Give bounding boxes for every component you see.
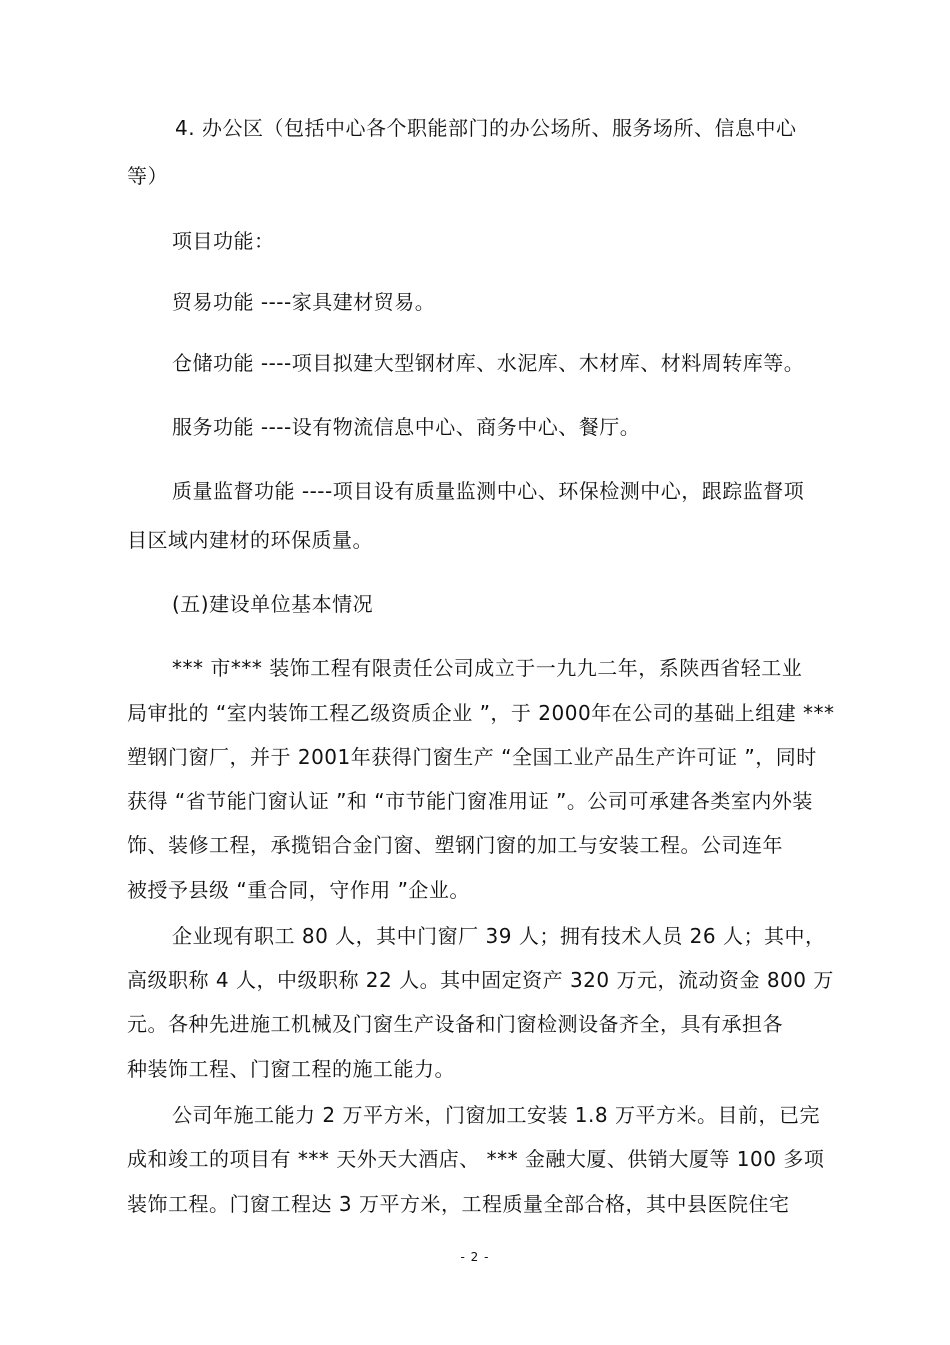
text-line: 目区域内建材的环保质量。 [127,528,373,552]
text-line: 质量监督功能 ----项目设有质量监测中心、环保检测中心，跟踪监督项 [172,479,805,503]
text-line: 项目功能： [172,229,275,253]
section-heading: (五)建设单位基本情况 [172,592,374,616]
text-line: 等） [127,164,168,188]
text-line: 高级职称 4 人，中级职称 22 人。其中固定资产 320 万元，流动资金 800 万 [127,968,834,992]
text-line: 仓储功能 ----项目拟建大型钢材库、水泥库、木材库、材料周转库等。 [172,351,805,375]
text-line: 企业现有职工 80 人，其中门窗厂 39 人；拥有技术人员 26 人；其中， [172,924,826,948]
text-line: 被授予县级 “重合同，守作用 ”企业。 [127,878,470,902]
text-line: 4. 办公区（包括中心各个职能部门的办公场所、服务场所、信息中心 [175,116,797,140]
page-number: - 2 - [460,1250,490,1264]
text-line: 饰、装修工程，承揽铝合金门窗、塑钢门窗的加工与安装工程。公司连年 [127,833,783,857]
text-line: 塑钢门窗厂，并于 2001年获得门窗生产 “全国工业产品生产许可证 ”，同时 [127,745,817,769]
text-line: 局审批的 “室内装饰工程乙级资质企业 ”，于 2000年在公司的基础上组建 *** [127,701,835,725]
text-line: 成和竣工的项目有 *** 天外天大酒店、 *** 金融大厦、供销大厦等 100 多项 [127,1147,825,1171]
text-line: 种装饰工程、门窗工程的施工能力。 [127,1057,455,1081]
text-line: *** 市*** 装饰工程有限责任公司成立于一九九二年，系陕西省轻工业 [172,656,803,680]
text-line: 公司年施工能力 2 万平方米，门窗加工安装 1.8 万平方米。目前，已完 [172,1103,820,1127]
text-line: 装饰工程。门窗工程达 3 万平方米，工程质量全部合格，其中县医院住宅 [127,1192,790,1216]
text-line: 获得 “省节能门窗认证 ”和 “市节能门窗准用证 ”。公司可承建各类室内外装 [127,789,813,813]
text-line: 元。各种先进施工机械及门窗生产设备和门窗检测设备齐全，具有承担各 [127,1012,783,1036]
text-line: 贸易功能 ----家具建材贸易。 [172,290,436,314]
text-line: 服务功能 ----设有物流信息中心、商务中心、餐厅。 [172,415,641,439]
